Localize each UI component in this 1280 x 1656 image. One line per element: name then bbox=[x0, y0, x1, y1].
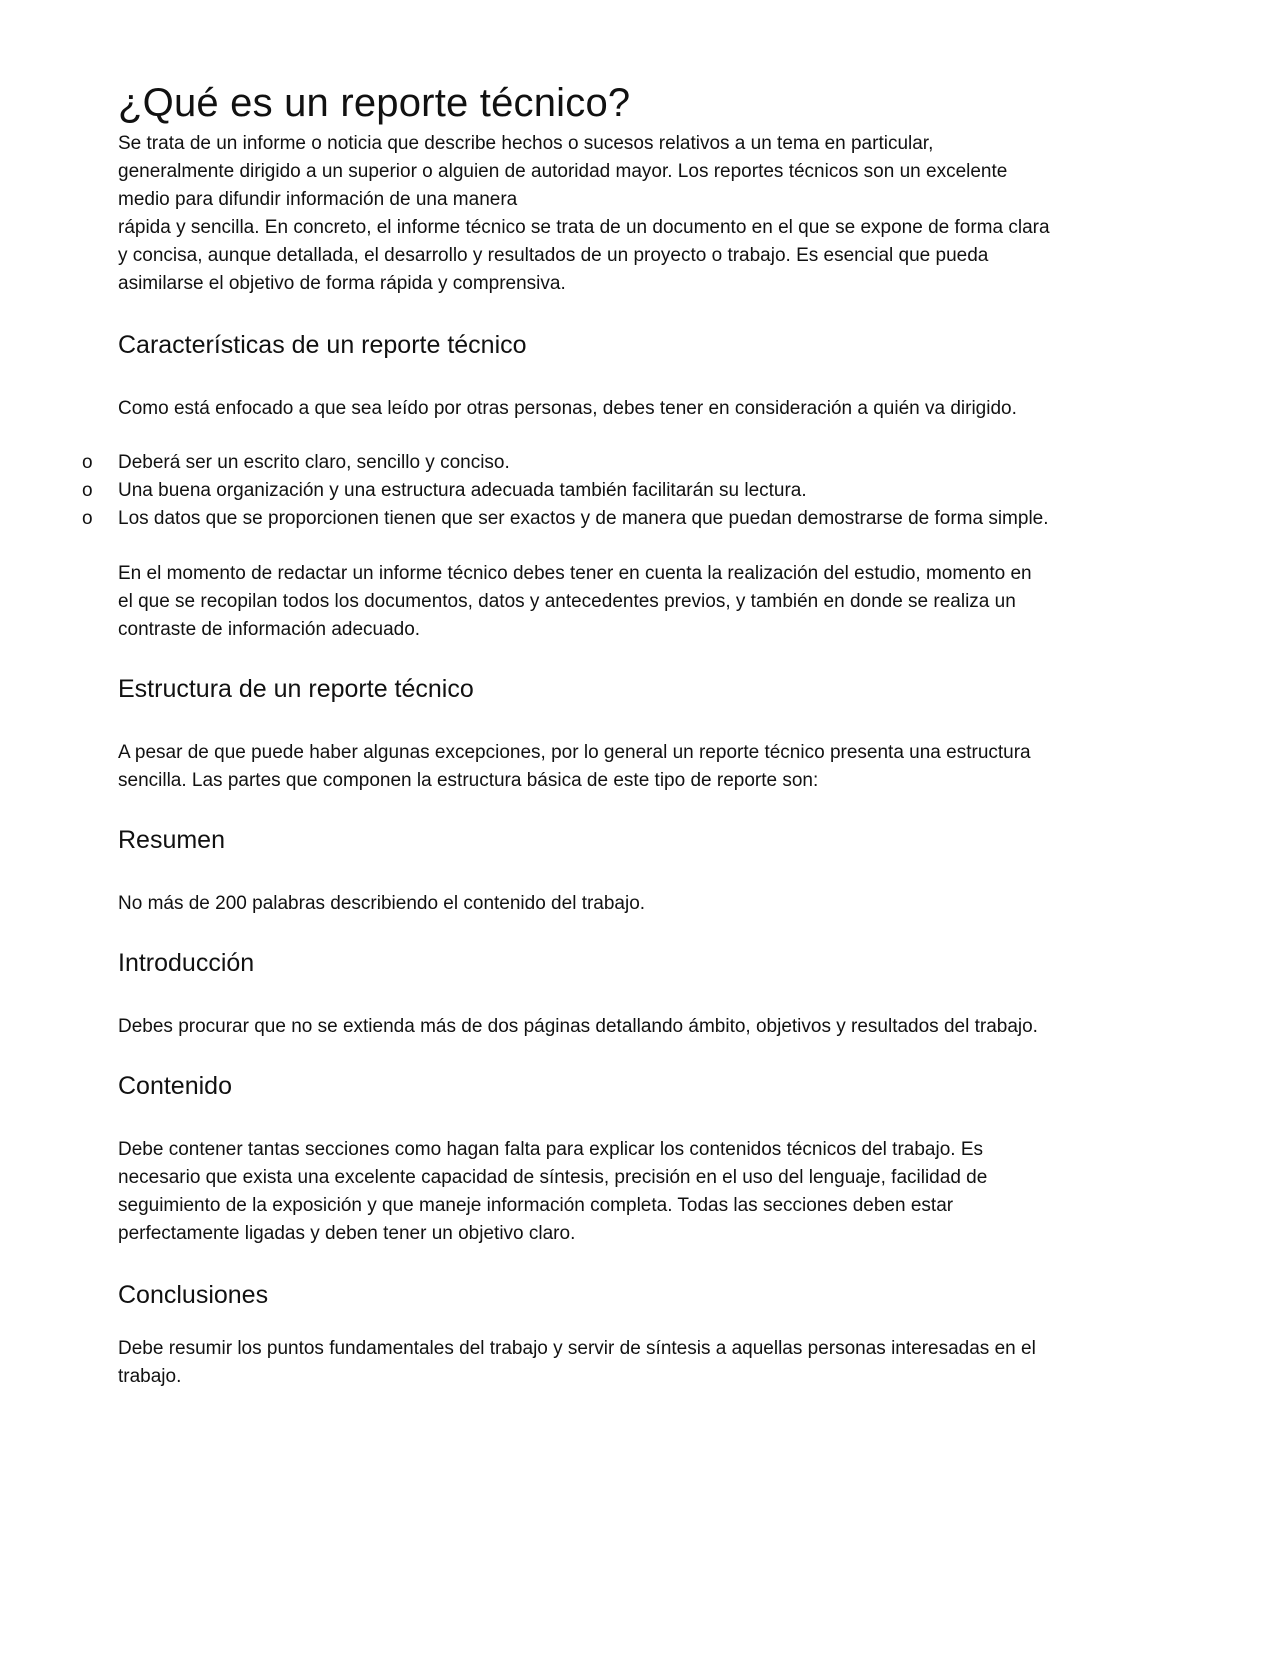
list-item bbox=[82, 449, 1168, 477]
heading-conclusiones: Conclusiones bbox=[118, 1281, 269, 1309]
heading-introduccion: Introducción bbox=[118, 949, 255, 977]
heading-resumen: Resumen bbox=[118, 826, 225, 854]
text-line: asimilarse el objetivo de forma rápida y comprensiva. bbox=[118, 273, 566, 294]
text-line: seguimiento de la exposición y que maneje información completa. Todas las secciones deben estar bbox=[118, 1195, 954, 1216]
text-line: contraste de información adecuado. bbox=[118, 619, 421, 640]
paragraph-resumen bbox=[118, 890, 1168, 918]
heading-caracteristicas: Características de un reporte técnico bbox=[118, 331, 527, 359]
text-line: Debe resumir los puntos fundamentales del trabajo y servir de síntesis a aquellas personas interesadas en el bbox=[118, 1338, 1036, 1359]
list-item-text: Una buena organización y una estructura adecuada también facilitarán su lectura. bbox=[118, 480, 807, 501]
text-line: y concisa, aunque detallada, el desarrollo y resultados de un proyecto o trabajo. Es esencial que pueda bbox=[118, 245, 989, 266]
bullet-list bbox=[82, 449, 1168, 533]
text-line: No más de 200 palabras describiendo el contenido del trabajo. bbox=[118, 893, 646, 914]
list-item-text: Deberá ser un escrito claro, sencillo y conciso. bbox=[118, 452, 510, 473]
paragraph-caracteristicas: Como está enfocado a que sea leído por otras personas, debes tener en consideración a quién va dirigido. bbox=[118, 398, 1017, 419]
page-title: ¿Qué es un reporte técnico? bbox=[118, 81, 631, 125]
text-line: En el momento de redactar un informe técnico debes tener en cuenta la realización del estudio, momento en bbox=[118, 563, 1032, 584]
paragraph-contenido bbox=[118, 1136, 1168, 1248]
bullet-marker: o bbox=[82, 508, 93, 529]
paragraph-introduccion bbox=[118, 1013, 1168, 1041]
heading-contenido: Contenido bbox=[118, 1072, 232, 1100]
text-line: Debes procurar que no se extienda más de dos páginas detallando ámbito, objetivos y resultados del trabajo. bbox=[118, 1016, 1038, 1037]
text-line: medio para difundir información de una manera bbox=[118, 189, 518, 210]
text-line: necesario que exista una excelente capacidad de síntesis, precisión en el uso del lenguaje, facilidad de bbox=[118, 1167, 988, 1188]
text-line: rápida y sencilla. En concreto, el informe técnico se trata de un documento en el que se expone de forma clara bbox=[118, 217, 1050, 238]
list-item bbox=[82, 505, 1168, 533]
list-item-text: Los datos que se proporcionen tienen que ser exactos y de manera que puedan demostrarse de forma simple. bbox=[118, 508, 1049, 529]
text-line: A pesar de que puede haber algunas excepciones, por lo general un reporte técnico presenta una estructura bbox=[118, 742, 1031, 763]
text-line: perfectamente ligadas y deben tener un objetivo claro. bbox=[118, 1223, 576, 1244]
text-line: generalmente dirigido a un superior o alguien de autoridad mayor. Los reportes técnicos son un excelente bbox=[118, 161, 1008, 182]
paragraph-conclusiones bbox=[118, 1335, 1168, 1391]
intro-paragraph bbox=[118, 130, 1168, 298]
paragraph-estructura bbox=[118, 739, 1168, 795]
text-line: trabajo. bbox=[118, 1366, 182, 1387]
text-line: sencilla. Las partes que componen la estructura básica de este tipo de reporte son: bbox=[118, 770, 819, 791]
text-line: Se trata de un informe o noticia que describe hechos o sucesos relativos a un tema en particular, bbox=[118, 133, 934, 154]
text-line: el que se recopilan todos los documentos, datos y antecedentes previos, y también en donde se realiza un bbox=[118, 591, 1016, 612]
list-item bbox=[82, 477, 1168, 505]
heading-estructura: Estructura de un reporte técnico bbox=[118, 675, 474, 703]
text-line: Debe contener tantas secciones como hagan falta para explicar los contenidos técnicos del trabajo. Es bbox=[118, 1139, 984, 1160]
paragraph-redaccion bbox=[118, 560, 1168, 644]
document-page bbox=[82, 78, 1168, 1391]
bullet-marker: o bbox=[82, 480, 93, 501]
bullet-marker: o bbox=[82, 452, 93, 473]
